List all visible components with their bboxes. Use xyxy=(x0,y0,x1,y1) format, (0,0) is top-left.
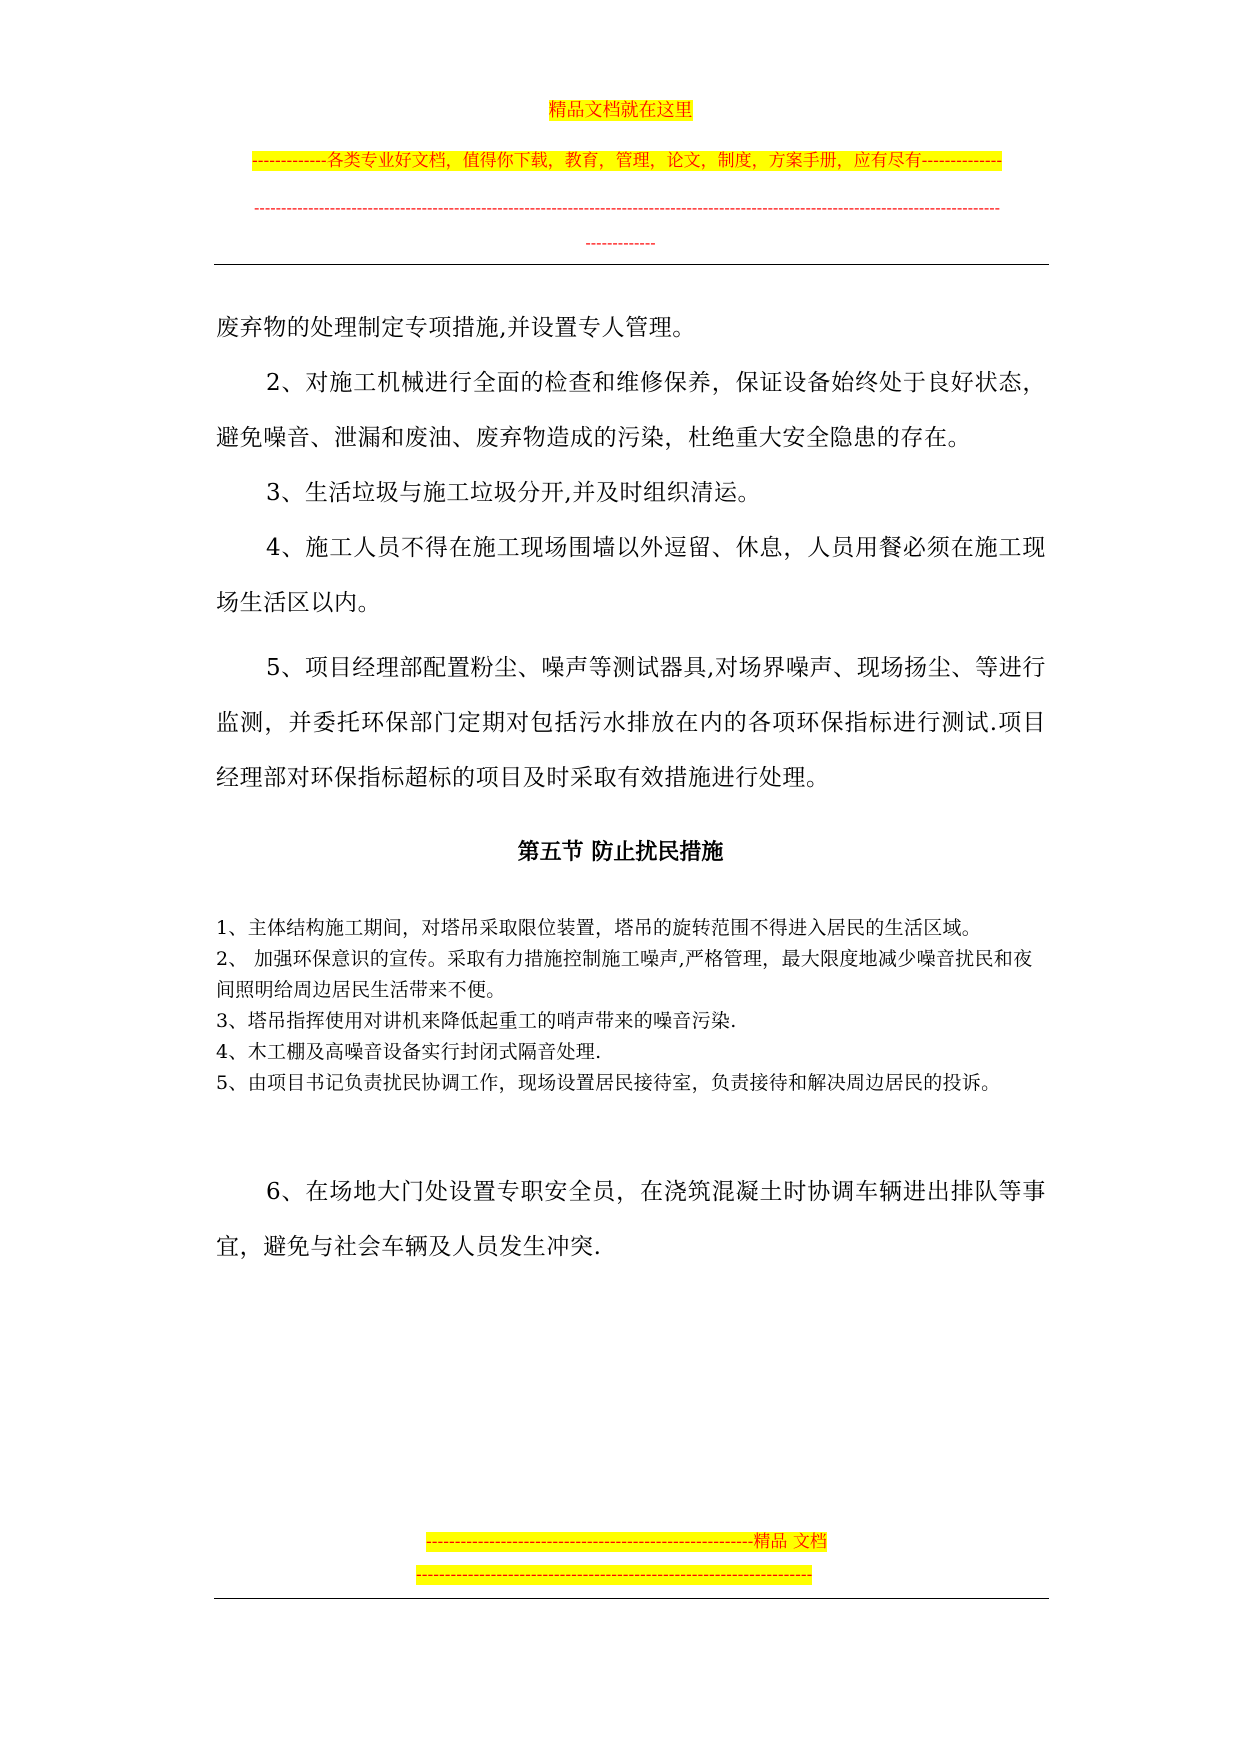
footer-line-1-text: ---------------------------------------------------------精品 文档 xyxy=(426,1532,827,1552)
list-item: 1、主体结构施工期间，对塔吊采取限位装置，塔吊的旋转范围不得进入居民的生活区域。 xyxy=(216,917,982,939)
paragraph-2: 2、对施工机械进行全面的检查和维修保养，保证设备始终处于良好状态，避免噪音、泄漏和废油、废弃物造成的污染，杜绝重大安全隐患的存在。 xyxy=(216,370,1046,451)
footer-line-2-text: --------------------------------------------------------------------- xyxy=(416,1565,813,1585)
list-item: 5、由项目书记负责扰民协调工作，现场设置居民接待室，负责接待和解决周边居民的投诉。 xyxy=(216,1072,1001,1094)
paragraph-6: 6、在场地大门处设置专职安全员，在浇筑混凝土时协调车辆进出排队等事宜，避免与社会车辆及人员发生冲突. xyxy=(216,1179,1046,1260)
header-divider xyxy=(214,264,1049,265)
footer-line-2 xyxy=(416,1563,846,1587)
list-item: 3、塔吊指挥使用对讲机来降低起重工的哨声带来的噪音污染. xyxy=(216,1010,737,1032)
paragraph-4: 4、施工人员不得在施工现场围墙以外逗留、休息，人员用餐必须在施工现场生活区以内。 xyxy=(216,535,1046,616)
header-tagline xyxy=(252,148,1002,174)
header-title xyxy=(0,98,1241,124)
footer-line-1 xyxy=(426,1530,827,1554)
list-item: 2、 加强环保意识的宣传。采取有力措施控制施工噪声,严格管理，最大限度地减少噪音扰民和夜间照明给周边居民生活带来不便。 xyxy=(216,948,1033,1001)
footer-divider xyxy=(214,1598,1049,1599)
document-body xyxy=(216,301,1046,806)
header-dash-line: ------------------------------------------------------------------------------------------------------------------------------------------ xyxy=(254,198,1001,217)
list-item: 4、木工棚及高噪音设备实行封闭式隔音处理. xyxy=(216,1041,602,1063)
measures-list xyxy=(216,913,1046,1099)
section-title: 第五节 防止扰民措施 xyxy=(517,840,724,865)
closing-body xyxy=(216,1165,1046,1275)
header-title-text: 精品文档就在这里 xyxy=(548,100,693,121)
header-dash-line-short: ------------- xyxy=(585,233,656,252)
paragraph-3: 3、生活垃圾与施工垃圾分开,并及时组织清运。 xyxy=(266,480,762,506)
header-tagline-text: -------------各类专业好文档，值得你下载，教育，管理，论文，制度，方案手册，应有尽有-------------- xyxy=(252,151,1003,171)
paragraph-5: 5、项目经理部配置粉尘、噪声等测试器具,对场界噪声、现场扬尘、等进行监测，并委托环保部门定期对包括污水排放在内的各项环保指标进行测试.项目经理部对环保指标超标的项目及时采取有效措施进行处理。 xyxy=(216,655,1046,791)
paragraph-0: 废弃物的处理制定专项措施,并设置专人管理。 xyxy=(216,315,696,341)
